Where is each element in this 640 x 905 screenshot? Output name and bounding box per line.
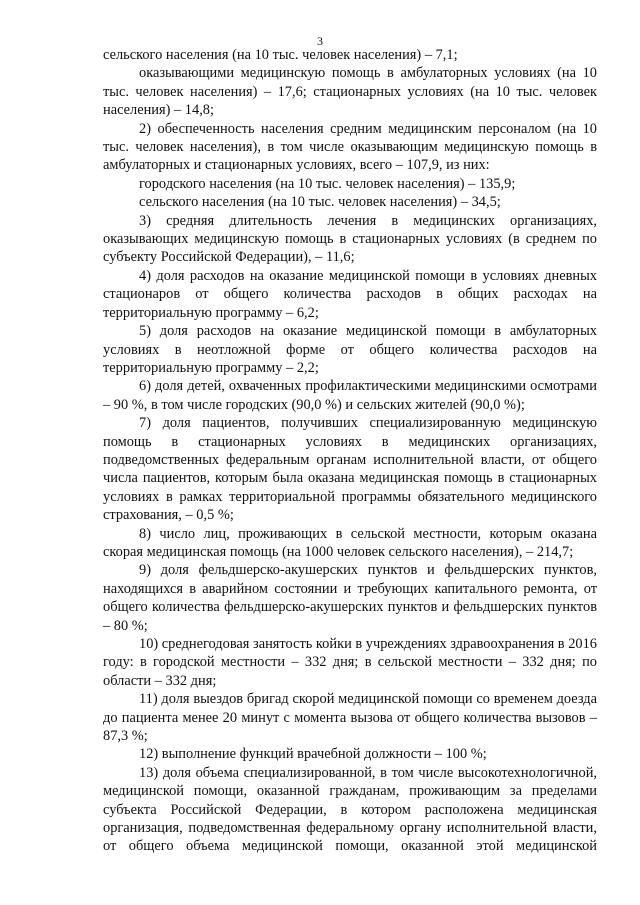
page-number: 3 (317, 34, 323, 48)
paragraph-8: 5) доля расходов на оказание медицинской помощи в амбулаторных условиях в неотложной форме от общего количества расходов на территориальную программу – 2,2; (103, 323, 597, 376)
paragraph-11: 8) число лиц, проживающих в сельской местности, которым оказана скорая медицинская помощь (на 1000 человек сельского населения), – 214,7; (103, 525, 597, 560)
paragraph-4: городского населения (на 10 тыс. человек населения) – 135,9; (139, 175, 516, 192)
paragraph-15: 12) выполнение функций врачебной должности – 100 %; (139, 746, 487, 763)
paragraph-7: 4) доля расходов на оказание медицинской помощи в условиях дневных стационаров от общего количества расходов в общих расходах на территориальную программу – 6,2; (103, 267, 597, 321)
paragraph-16: 13) доля объема специализированной, в том числе высокотехнологичной, медицинской помощи, оказанной гражданам, проживающим за пределами субъекта Российской Федерации, в котором расположена медицинская организация, подведомственная федеральному органу исполнительной власти, от общего объема медицинской помощи, оказанной этой медицинской (103, 764, 597, 855)
paragraph-13: 10) среднегодовая занятость койки в учреждениях здравоохранения в 2016 году: в городской местности – 332 дня; в сельской местности – 332 дня; по области – 332 дня; (103, 636, 597, 689)
paragraph-3: 2) обеспеченность населения средним медицинским персоналом (на 10 тыс. человек населения), в том числе оказывающим медицинскую помощь в амбулаторных и стационарных условиях, всего – 107,9, из них: (103, 120, 597, 174)
paragraph-5: сельского населения (на 10 тыс. человек населения) – 34,5; (139, 194, 501, 211)
paragraph-6: 3) средняя длительность лечения в медицинских организациях, оказывающих медицинскую помощь в стационарных условиях (в среднем по субъекту Российской Федерации), – 11,6; (103, 212, 597, 266)
body-text (103, 46, 597, 856)
paragraph-9: 6) доля детей, охваченных профилактическими медицинскими осмотрами – 90 %, в том числе городских (90,0 %) и сельских жителей (90,0 %); (103, 378, 597, 413)
paragraph-10: 7) доля пациентов, получивших специализированную медицинскую помощь в стационарных условиях в медицинских организациях, подведомственных федеральным органам исполнительной власти, от общего числа пациентов, которым была оказана медицинская помощь в стационарных условиях в рамках территориальной программы обязательного медицинского страхования, – 0,5 %; (103, 415, 597, 524)
paragraph-2: оказывающими медицинскую помощь в амбулаторных условиях (на 10 тыс. человек населения) – 17,6; стационарных условиях (на 10 тыс. человек населения) – 14,8; (103, 65, 597, 119)
paragraph-1: сельского населения (на 10 тыс. человек населения) – 7,1; (103, 47, 458, 63)
paragraph-14: 11) доля выездов бригад скорой медицинской помощи со временем доезда до пациента менее 20 минут с момента вызова от общего количества вызовов – 87,3 %; (103, 691, 597, 745)
paragraph-12: 9) доля фельдшерско-акушерских пунктов и фельдшерских пунктов, находящихся в аварийном состоянии и требующих капитального ремонта, от общего количества фельдшерско-акушерских пунктов и фельдшерских пунктов – 80 %; (103, 562, 597, 634)
